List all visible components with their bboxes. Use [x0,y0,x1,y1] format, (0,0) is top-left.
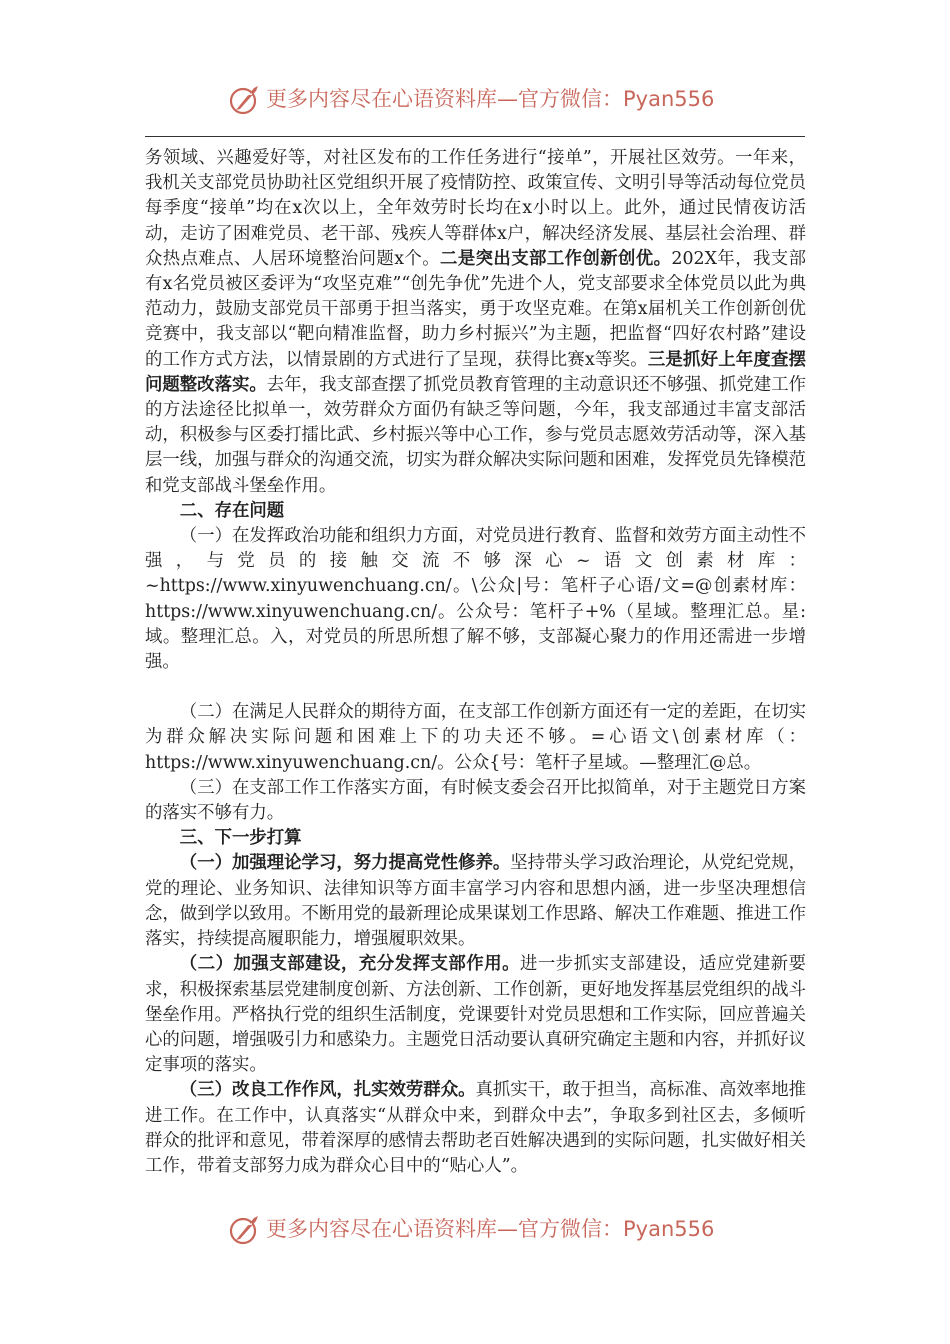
paragraph-text: 真抓实干，敢于担当，高标准、高效率地推进工作。在工作中，认真落实“从群众中来，到群众中去”，争取多到社区去，多倾听群众的批评和意见，带着深厚的感情去帮助老百姓解决遇到的实际问题，扎实做好相关工作，带着支部努力成为群众心目中的“贴心人”。 [145,1080,806,1176]
bold-point-2: 二是突出支部工作创新创优。 [440,248,672,269]
bold-plan-1: （一）加强理论学习，努力提高党性修养。 [179,853,511,874]
paragraph-text: （二）在满足人民群众的期待方面，在支部工作创新方面还有一定的差距，在切实为群众解决实际问题和困难上下的功夫还不够。=心语文\创素材库（：https://www.xinyuwenchuang.cn/。公众{号：笔杆子星域。—整理汇@总。 [145,702,806,773]
paragraph-plan-1 [145,851,806,952]
footer-banner-text [266,1216,714,1242]
header-banner-label: 更多内容尽在心语资料库—官方微信： [266,87,623,111]
header-wechat-id: Pyan556 [623,87,715,111]
paragraph-text: 务领域、兴趣爱好等，对社区发布的工作任务进行“接单”，开展社区效劳。一年来，我机关支部党员协助社区党组织开展了疫情防控、政策宣传、文明引导等活动每位党员每季度“接单”均在x次以上，全年效劳时长均在x小时以上。此外，通过民情夜访活动，走访了困难党员、老干部、残疾人等群体x户，解决经济发展、基层社会治理、群众热点难点、人居环境整治问题x个。 [145,148,806,269]
paragraph-text: （一）在发挥政治功能和组织力方面，对党员进行教育、监督和效劳方面主动性不强，与党员的接触交流不够深心~语文创素材库：~https://www.xinyuwenchuang.cn/。\公众|号：笔杆子心语/文=@创素材库：https://www.xinyuwenchuang.cn/。公众号：笔杆子+%（星域。整理汇总。星:域。整理汇总。入，对党员的所思所想了解不够，支部凝心聚力的作用还需进一步增强。 [145,526,806,673]
paragraph-problem-2 [145,700,806,776]
paragraph-problem-3 [145,776,806,826]
paragraph-plan-3 [145,1078,806,1179]
footer-banner [0,1210,950,1250]
section-heading-next-steps [145,826,806,851]
quill-logo-icon [228,1212,262,1246]
heading-text: 三、下一步打算 [179,828,302,849]
paragraph-activities [145,146,806,499]
paragraph-problem-1 [145,524,806,675]
quill-logo-icon [228,82,262,116]
header-divider [145,136,805,137]
paragraph-text: 进一步抓实支部建设，适应党建新要求，积极探索基层党建制度创新、方法创新、工作创新，更好地发挥基层党组织的战斗堡垒作用。严格执行党的组织生活制度，党课要针对党员思想和工作实际，回应普遍关心的问题，增强吸引力和感染力。主题党日活动要认真研究确定主题和内容，并抓好议定事项的落实。 [145,954,806,1076]
footer-wechat-id: Pyan556 [623,1217,715,1241]
bold-point-3: 三是抓好上年度查摆问题整改落实。 [145,349,806,395]
paragraph-text: 202X年，我支部有x名党员被区委评为“攻坚克难”“创先争优”先进个人，党支部要求全体党员以此为典范动力，鼓励支部党员干部勇于担当落实，勇于攻坚克难。在第x届机关工作创新创优竞赛中，我支部以“靶向精准监督，助力乡村振兴”为主题，把监督“四好农村路”建设的工作方式方法，以情景剧的方式进行了呈现，获得比赛x等奖。 [145,248,806,370]
section-heading-problems [145,499,806,524]
bold-plan-3: （三）改良工作作风，扎实效劳群众。 [179,1080,476,1101]
footer-banner-label: 更多内容尽在心语资料库—官方微信： [266,1217,623,1241]
paragraph-text: 坚持带头学习政治理论，从党纪党规，党的理论、业务知识、法律知识等方面丰富学习内容和思想内涵，进一步坚决理想信念，做到学以致用。不断用党的最新理论成果谋划工作思路、解决工作难题、推进工作落实，持续提高履职能力，增强履职效果。 [145,853,806,950]
heading-text: 二、存在问题 [179,500,285,521]
blank-line [145,675,806,700]
paragraph-text: 去年，我支部查摆了抓党员教育管理的主动意识还不够强、抓党建工作的方法途径比拟单一，效劳群众方面仍有缺乏等问题，今年，我支部通过丰富支部活动，积极参与区委打擂比武、乡村振兴等中心工作，参与党员志愿效劳活动等，深入基层一线，加强与群众的沟通交流，切实为群众解决实际问题和困难，发挥党员先锋模范和党支部战斗堡垒作用。 [145,374,806,496]
document-body [145,146,806,1179]
paragraph-text: （三）在支部工作工作落实方面，有时候支委会召开比拟简单，对于主题党日方案的落实不够有力。 [145,777,806,824]
header-banner [0,80,950,120]
bold-plan-2: （二）加强支部建设，充分发挥支部作用。 [179,954,520,975]
header-banner-text [266,86,714,112]
paragraph-plan-2 [145,952,806,1078]
